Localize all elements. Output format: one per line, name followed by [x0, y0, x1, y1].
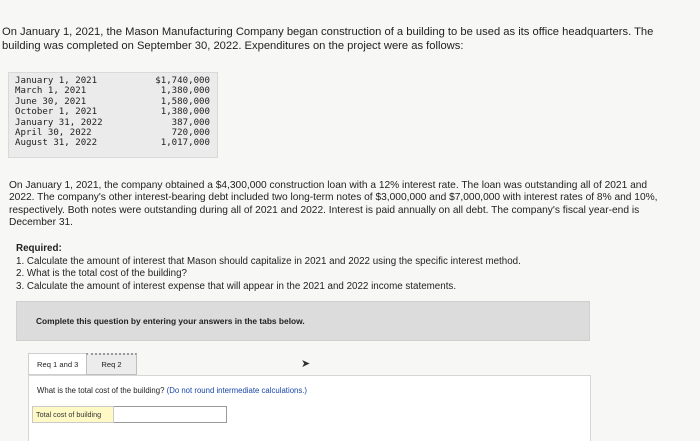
expenditure-row [15, 138, 210, 148]
expenditure-row [15, 107, 210, 117]
expenditure-amount: 720,000 [171, 128, 210, 139]
question-hint: (Do not round intermediate calculations.) [166, 386, 308, 395]
loan-paragraph: On January 1, 2021, the company obtained a $4,300,000 construction loan with a 12% interest rate. The loan was outstanding all of 2021 and 2022. The company's other interest-bearing debt included two long-term notes of $3,000,000 and $7,000,000 with interest rates of 8% and 10%, respectively. Both notes were outstanding during all of 2021 and 2022. Interest is paid annually on all debt. The company's fiscal year-end is December 31. [9, 180, 658, 229]
intro-paragraph: On January 1, 2021, the Mason Manufacturing Company began construction of a building to be used as its office headquarters. The building was completed on September 30, 2022. Expenditures on the project were as follows: [2, 26, 654, 52]
tab-label: Req 1 and 3 [37, 359, 79, 369]
expenditure-date: June 30, 2021 [15, 96, 87, 107]
answer-label: Total cost of building [32, 406, 114, 423]
expenditure-amount: 1,380,000 [160, 107, 210, 118]
instructions-banner [16, 301, 590, 341]
required-section [16, 243, 656, 293]
tab-req-2[interactable] [86, 353, 136, 375]
tab-label: Req 2 [101, 360, 122, 369]
expenditure-date: August 31, 2022 [15, 138, 98, 149]
question-text [37, 386, 307, 395]
expenditure-date: January 1, 2021 [15, 76, 98, 86]
tab-req-1-and-3[interactable] [28, 353, 86, 375]
expenditure-amount: 1,580,000 [160, 96, 210, 107]
expenditure-date: October 1, 2021 [15, 107, 98, 118]
expenditure-row [15, 86, 210, 96]
question-panel [28, 375, 591, 441]
banner-text: Complete this question by entering your answers in the tabs below. [36, 316, 305, 326]
expenditure-amount: 1,017,000 [160, 138, 210, 149]
expenditure-amount: 1,380,000 [160, 86, 210, 97]
required-item-1: 1. Calculate the amount of interest that Mason should capitalize in 2021 and 2022 using the specific interest method. [16, 255, 521, 267]
expenditure-date: April 30, 2022 [15, 128, 92, 139]
expenditure-row [15, 128, 210, 138]
expenditure-date: January 31, 2022 [15, 117, 103, 128]
tab-bar [28, 353, 137, 375]
required-item-3: 3. Calculate the amount of interest expense that will appear in the 2021 and 2022 income statements. [16, 280, 457, 292]
expenditures-table [8, 72, 218, 158]
required-heading: Required: [16, 243, 62, 254]
question-label: What is the total cost of the building? [37, 386, 165, 395]
expenditure-amount: $1,740,000 [155, 76, 210, 86]
total-cost-input[interactable] [114, 406, 227, 423]
expenditure-row [15, 76, 210, 86]
answer-row [32, 406, 227, 423]
expenditure-row [15, 118, 210, 128]
expenditure-amount: 387,000 [171, 117, 210, 128]
required-item-2: 2. What is the total cost of the building? [16, 268, 188, 279]
expenditure-row [15, 97, 210, 107]
expenditure-date: March 1, 2021 [15, 86, 87, 97]
mouse-cursor-icon: ➤ [301, 358, 311, 370]
